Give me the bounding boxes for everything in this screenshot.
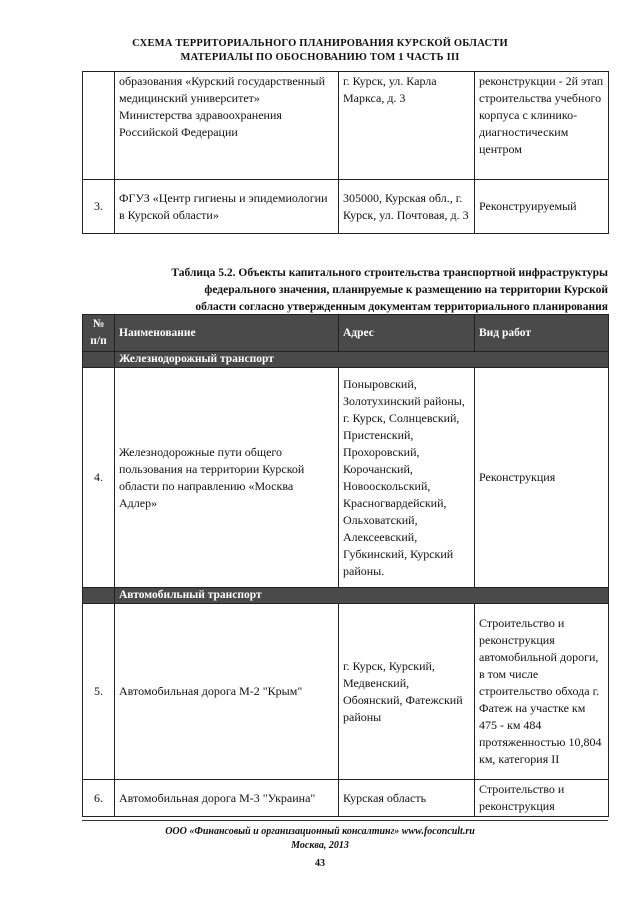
table-continued	[82, 71, 609, 234]
caption-line: федерального значения, планируемые к размещению на территории Курской	[204, 284, 608, 296]
footer-city-year: Москва, 2013	[291, 840, 349, 851]
section-title: Железнодорожный транспорт	[115, 352, 609, 368]
row-name: образования «Курский государственный медицинский университет» Министерства здравоохранения Российской Федерации	[115, 72, 339, 180]
table-row	[83, 780, 609, 817]
row-name: Автомобильная дорога М-3 "Украина"	[115, 780, 339, 817]
caption-line: Таблица 5.2. Объекты капитального строительства транспортной инфраструктуры	[171, 267, 608, 279]
section-row-railway	[83, 352, 609, 368]
document-header-title: СХЕМА ТЕРРИТОРИАЛЬНОГО ПЛАНИРОВАНИЯ КУРСКОЙ ОБЛАСТИ	[132, 38, 508, 49]
section-row-road	[83, 588, 609, 604]
header-address: Адрес	[339, 315, 475, 352]
row-name: Автомобильная дорога М-2 "Крым"	[115, 604, 339, 780]
row-address: г. Курск, Курский, Медвенский, Обоянский, Фатежский районы	[339, 604, 475, 780]
header-work: Вид работ	[475, 315, 609, 352]
header-name: Наименование	[115, 315, 339, 352]
row-work: реконструкции - 2й этап строительства учебного корпуса с клинико-диагностическим центром	[475, 72, 609, 180]
row-address: 305000, Курская обл., г. Курск, ул. Почтовая, д. 3	[339, 180, 475, 234]
row-name: ФГУЗ «Центр гигиены и эпидемиологии в Курской области»	[115, 180, 339, 234]
row-number: 3.	[83, 180, 115, 234]
table-row	[83, 368, 609, 588]
table-row	[83, 604, 609, 780]
row-number: 6.	[83, 780, 115, 817]
row-name: Железнодорожные пути общего пользования на территории Курской области по направлению «Москва Адлер»	[115, 368, 339, 588]
table-caption	[82, 265, 608, 316]
row-number: 4.	[83, 368, 115, 588]
row-number	[83, 72, 115, 180]
row-address: г. Курск, ул. Карла Маркса, д. 3	[339, 72, 475, 180]
section-spacer	[83, 588, 115, 604]
section-spacer	[83, 352, 115, 368]
row-number: 5.	[83, 604, 115, 780]
row-work: Реконструкция	[475, 368, 609, 588]
section-title: Автомобильный транспорт	[115, 588, 609, 604]
document-header-subtitle: МАТЕРИАЛЫ ПО ОБОСНОВАНИЮ ТОМ 1 ЧАСТЬ III	[180, 52, 460, 63]
header-num: № п/п	[83, 315, 115, 352]
table-row	[83, 180, 609, 234]
table-header-row	[83, 315, 609, 352]
row-work: Строительство и реконструкция автомобильной дороги, в том числе строительство обхода г. Фатеж на участке км 475 - км 484 протяженностью 10,804 км, категория II	[475, 604, 609, 780]
footer-company: ООО «Финансовый и организационный консалтинг» www.foconcult.ru	[165, 826, 475, 837]
footer-divider	[82, 820, 608, 821]
row-address: Поныровский, Золотухинский районы, г. Курск, Солнцевский, Пристенский, Прохоровский, Корочанский, Новооскольский, Красногвардейский, Ольховатский, Алексеевский, Губкинский, Курский районы.	[339, 368, 475, 588]
transport-objects-table	[82, 314, 609, 817]
row-work: Реконструируемый	[475, 180, 609, 234]
row-address: Курская область	[339, 780, 475, 817]
caption-line: области согласно утвержденным документам территориального планирования	[195, 301, 608, 313]
row-work: Строительство и реконструкция	[475, 780, 609, 817]
page-number: 43	[315, 858, 325, 869]
table-row	[83, 72, 609, 180]
